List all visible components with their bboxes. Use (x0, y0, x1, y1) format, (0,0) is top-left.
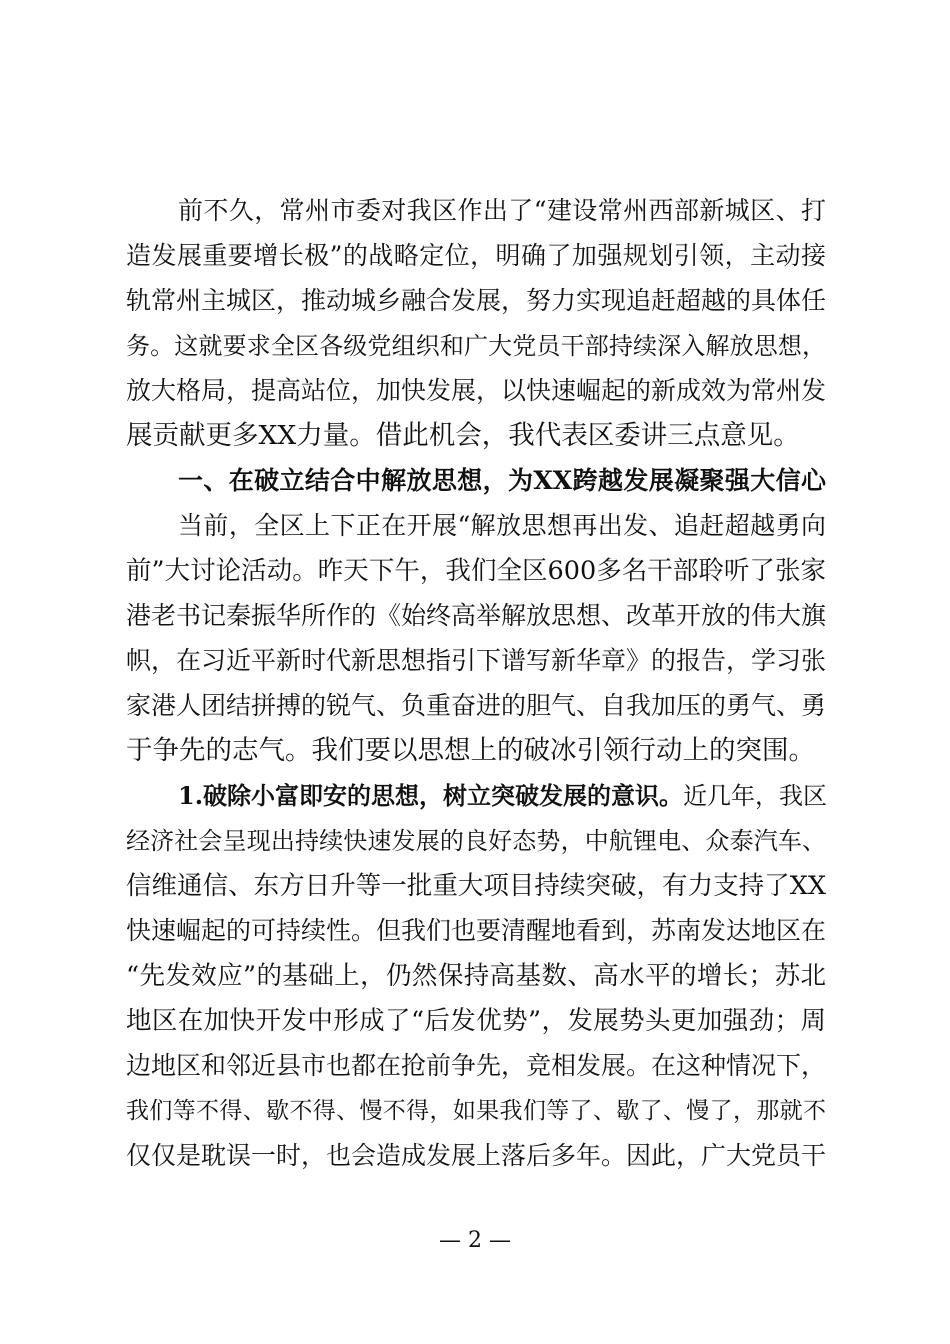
section1-line-3: 港老书记秦振华所作的《始终高举解放思想、改革开放的伟大旗 (126, 601, 827, 630)
section1-line-1: 当前，全区上下正在开展“解放思想再出发、追赶超越勇向 (178, 511, 826, 540)
point1-line-4: 快速崛起的可持续性。但我们也要清醒地看到，苏南发达地区在 (126, 916, 827, 945)
point1-line-9: 仅仅是耽误一时，也会造成发展上落后多年。因此，广大党员干 (126, 1141, 827, 1170)
intro-line-1: 前不久，常州市委对我区作出了“建设常州西部新城区、打 (178, 196, 826, 225)
point1-line-5: “先发效应”的基础上，仍然保持高基数、高水平的增长；苏北 (126, 961, 826, 991)
point1-line-1 (178, 776, 826, 816)
intro-line-6: 展贡献更多XX力量。借此机会，我代表区委讲三点意见。 (126, 420, 800, 451)
section-heading-1: 一、在破立结合中解放思想，为XX跨越发展凝聚强大信心 (178, 466, 826, 495)
section1-line-6: 于争先的志气。我们要以思想上的破冰引领行动上的突围。 (126, 735, 815, 766)
intro-line-4: 务。这就要求全区各级党组织和广大党员干部持续深入解放思想， (126, 332, 826, 360)
point1-bold-lead: 1.破除小富即安的思想，树立突破发展的意识。 (178, 781, 684, 810)
page-number: — 2 — (439, 1228, 511, 1253)
point1-line-6: 地区在加快开发中形成了“后发优势”，发展势头更加强劲；周 (126, 1006, 826, 1036)
intro-line-3: 轨常州主城区，推动城乡融合发展，努力实现追赶超越的具体任 (126, 286, 827, 315)
point1-line-8: 我们等不得、歇不得、慢不得，如果我们等了、歇了、慢了，那就不 (126, 1098, 826, 1124)
section1-line-4: 帜，在习近平新时代新思想指引下谱写新华章》的报告，学习张 (126, 646, 827, 675)
point1-line-2: 经济社会呈现出持续快速发展的良好态势，中航锂电、众泰汽车、 (126, 827, 826, 855)
section1-line-2: 前”大讨论活动。昨天下午，我们全区600多名干部聆听了张家 (126, 556, 826, 586)
intro-line-2: 造发展重要增长极”的战略定位，明确了加强规划引领，主动接 (126, 241, 826, 270)
point1-line-3: 信维通信、东方日升等一批重大项目持续突破，有力支持了XX (126, 871, 826, 901)
intro-line-5: 放大格局，提高站位，加快发展，以快速崛起的新成效为常州发 (126, 376, 827, 405)
point1-line-7: 边地区和邻近县市也都在抢前争先，竞相发展。在这种情况下， (126, 1051, 827, 1080)
point1-first-rest: 近几年，我区 (683, 782, 828, 810)
section1-line-5: 家港人团结拼搏的锐气、负重奋进的胆气、自我加压的勇气、勇 (126, 691, 827, 720)
